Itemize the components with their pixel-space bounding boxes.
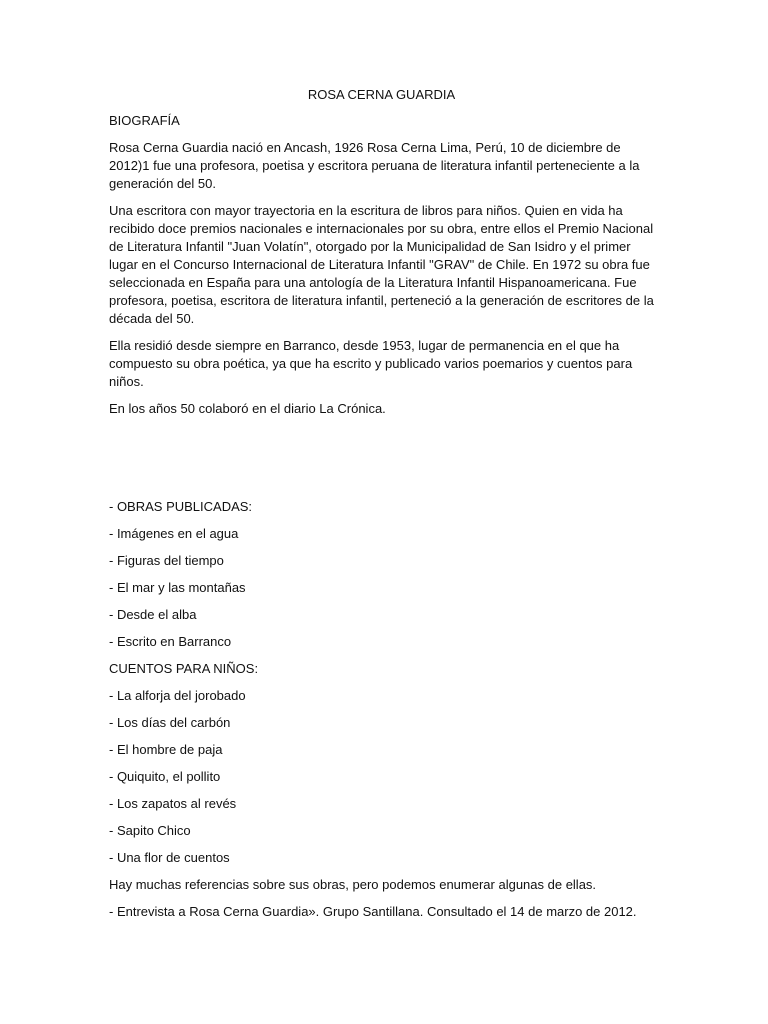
obras-heading: - OBRAS PUBLICADAS:	[109, 499, 253, 514]
list-item: - La alforja del jorobado	[109, 688, 246, 703]
list-item: - Figuras del tiempo	[109, 553, 224, 568]
list-item: - El hombre de paja	[109, 742, 223, 757]
paragraph-barranco: Ella residió desde siempre en Barranco, desde 1953, lugar de permanencia en el que ha compuesto su obra poética, ya que ha escrito y publicado varios poemarios y cuentos para niños.	[109, 338, 633, 389]
list-item: - Una flor de cuentos	[109, 850, 230, 865]
list-item: - Quiquito, el pollito	[109, 769, 221, 784]
references-intro: Hay muchas referencias sobre sus obras, pero podemos enumerar algunas de ellas.	[109, 877, 597, 892]
document-body	[109, 86, 654, 930]
list-item: - Los zapatos al revés	[109, 796, 237, 811]
list-item: - Escrito en Barranco	[109, 634, 232, 649]
reference-item: - Entrevista a Rosa Cerna Guardia». Grupo Santillana. Consultado el 14 de marzo de 2012.	[109, 904, 637, 919]
paragraph-birth: Rosa Cerna Guardia nació en Ancash, 1926 Rosa Cerna Lima, Perú, 10 de diciembre de 2012)1 fue una profesora, poetisa y escritora peruana de literatura infantil perteneciente a la generación del 50.	[109, 140, 640, 191]
list-item: - El mar y las montañas	[109, 580, 246, 595]
paragraph-cronica: En los años 50 colaboró en el diario La Crónica.	[109, 401, 386, 416]
section-heading-biografia: BIOGRAFÍA	[109, 113, 180, 128]
blank-space	[109, 427, 654, 498]
list-item: - Los días del carbón	[109, 715, 231, 730]
paragraph-career: Una escritora con mayor trayectoria en la escritura de libros para niños. Quien en vida ha recibido doce premios nacionales e internacionales por su obra, entre ellos el Premio Nacional de Literatura Infantil "Juan Volatín", otorgado por la Municipalidad de San Isidro y el primer lugar en el Concurso Internacional de Literatura Infantil "GRAV" de Chile. En 1972 su obra fue seleccionada en España para una antología de la Literatura Infantil Hispanoamericana. Fue profesora, poetisa, escritora de literatura infantil, perteneció a la generación de escritores de la década del 50.	[109, 203, 654, 326]
list-item: - Desde el alba	[109, 607, 197, 622]
cuentos-heading: CUENTOS PARA NIÑOS:	[109, 661, 259, 676]
list-item: - Imágenes en el agua	[109, 526, 239, 541]
document-title: ROSA CERNA GUARDIA	[307, 87, 456, 102]
list-item: - Sapito Chico	[109, 823, 191, 838]
